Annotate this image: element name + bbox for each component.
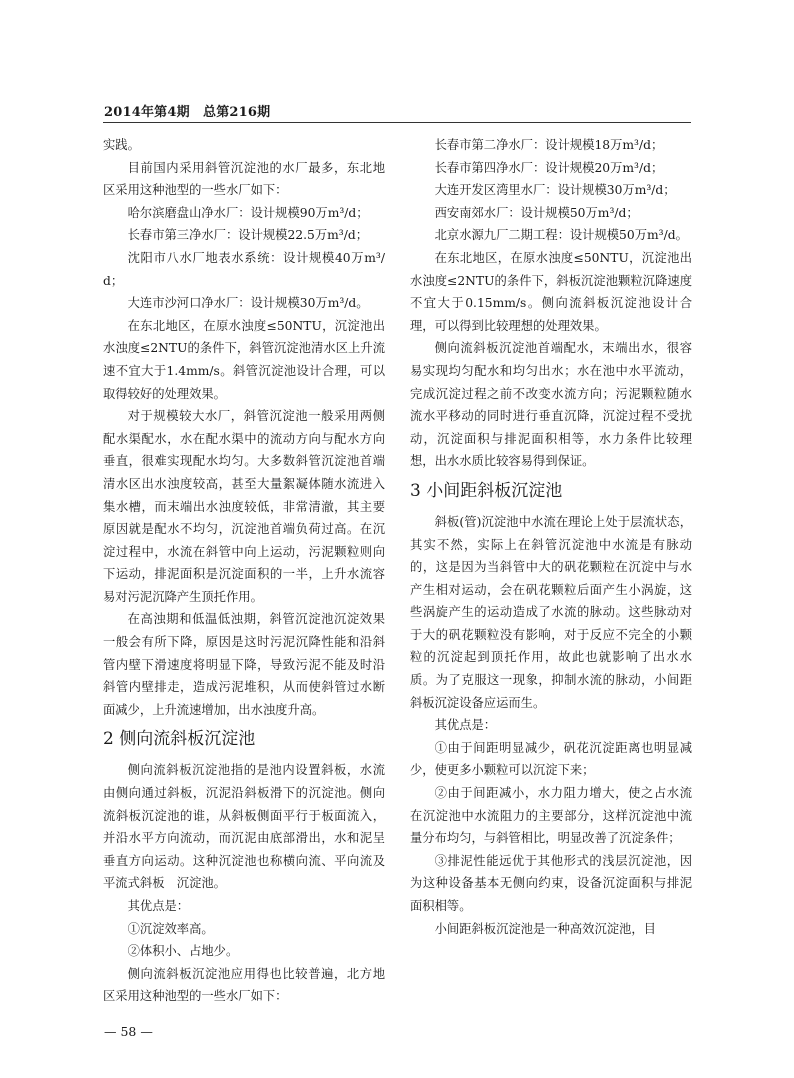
paragraph: ②体积小、占地少。 — [127, 944, 239, 959]
paragraph: 长春市第三净水厂：设计规模22.5万m³/d； — [127, 228, 369, 243]
header-rule — [103, 122, 691, 123]
paragraph: 侧向流斜板沉淀池指的是池内设置斜板，水流由侧向通过斜板，沉泥沿斜板滑下的沉淀池。侧向流斜板沉淀池的谁，从斜板侧面平行于板面流入，并沿水平方向流动，而沉泥由底部滑出，水和泥呈垂直方向运动。这种沉淀池也称横向流、平向流及平流式斜板 沉淀池。 — [103, 763, 385, 891]
paragraph: ①由于间距明显减少，矾花沉淀距离也明显减少，使更多小颗粒可以沉淀下来； — [410, 740, 692, 778]
paragraph: 斜板(管)沉淀池中水流在理论上处于层流状态，其实不然，实际上在斜管沉淀池中水流是有脉动的，这是因为当斜管中大的矾花颗粒在沉淀中与水产生相对运动，会在矾花颗粒后面产生小涡旋，这些涡旋产生的运动造成了水流的脉动。这些脉动对于大的矾花颗粒没有影响，对于反应不完全的小颗粒的沉淀起到顶托作用，故此也就影响了出水水质。为了克服这一现象，抑制水流的脉动，小间距斜板沉淀设备应运而生。 — [410, 514, 692, 710]
paragraph: 大连市沙河口净水厂：设计规模30万m³/d。 — [127, 296, 369, 311]
paragraph: 长春市第四净水厂：设计规模20万m³/d； — [434, 160, 664, 175]
paragraph: 北京水源九厂二期工程：设计规模50万m³/d。 — [434, 228, 688, 243]
paragraph: 目前国内采用斜管沉淀池的水厂最多，东北地区采用这种池型的一些水厂如下： — [103, 160, 385, 198]
paragraph: 其优点是： — [434, 718, 497, 733]
left-column — [103, 134, 385, 1008]
paragraph: 小间距斜板沉淀池是一种高效沉淀池，目 — [434, 921, 656, 936]
paragraph: 西安南郊水厂：设计规模50万m³/d； — [434, 205, 639, 220]
paragraph: ③排泥性能远优于其他形式的浅层沉淀池，因为这种设备基本无侧向约束，设备沉淀面积与排泥面积相等。 — [410, 853, 692, 913]
paragraph: 实践。 — [103, 138, 140, 152]
paragraph: 在高浊期和低温低浊期，斜管沉淀池沉淀效果一般会有所下降，原因是这时污泥沉降性能和沿斜管内壁下滑速度将明显下降，导致污泥不能及时沿斜管内壁排走，造成污泥堆积，从而使斜管过水断面减少，上升流速增加，出水浊度升高。 — [103, 612, 385, 717]
paragraph: 长春市第二净水厂：设计规模18万m³/d； — [434, 138, 664, 152]
paragraph: 其优点是： — [127, 899, 190, 913]
paragraph: 对于规模较大水厂，斜管沉淀池一般采用两侧配水渠配水，水在配水渠中的流动方向与配水方向垂直，很难实现配水均匀。大多数斜管沉淀池首端清水区出水浊度较高，甚至大量絮凝体随水流进入集水槽，而末端出水浊度较低，非常清澈，其主要原因就是配水不均匀，沉淀池首端负荷过高。在沉淀过程中，水流在斜管中向上运动，污泥颗粒则向下运动，排泥面积是沉淀面积的一半，上升水流容易对污泥沉降产生顶托作用。 — [103, 409, 385, 604]
paragraph: 在东北地区，在原水浊度≤50NTU，沉淀池出水浊度≤2NTU的条件下，斜板沉淀池颗粒沉降速度不宜大于0.15mm/s。侧向流斜板沉淀池设计合理，可以得到比较理想的处理效果。 — [410, 250, 692, 333]
paragraph: ②由于间距减小，水力阻力增大，使之占水流在沉淀池中水流阻力的主要部分，这样沉淀池中流量分布均匀，与斜管相比，明显改善了沉淀条件； — [410, 786, 692, 846]
paragraph: 哈尔滨磨盘山净水厂：设计规模90万m³/d； — [127, 205, 369, 220]
paragraph: 沈阳市八水厂地表水系统：设计规模40万m³/d； — [103, 250, 385, 288]
section-heading: 2 侧向流斜板沉淀池 — [103, 729, 256, 750]
running-header: 2014年第4期 总第216期 — [104, 105, 271, 120]
paragraph: 大连开发区湾里水厂：设计规模30万m³/d； — [434, 183, 676, 198]
paragraph: 在东北地区，在原水浊度≤50NTU，沉淀池出水浊度≤2NTU的条件下，斜管沉淀池清水区上升流速不宜大于1.4mm/s。斜管沉淀池设计合理，可以取得较好的处理效果。 — [103, 318, 385, 401]
page-number: — 58 — — [104, 1024, 153, 1039]
paragraph: 侧向流斜板沉淀池首端配水，末端出水，很容易实现均匀配水和均匀出水；水在池中水平流动，完成沉淀过程之前不改变水流方向；污泥颗粒随水流水平移动的同时进行垂直沉降，沉淀过程不受扰动，沉淀面积与排泥面积相等，水力条件比较理想，出水水质比较容易得到保证。 — [410, 341, 692, 469]
paragraph: 侧向流斜板沉淀池应用得也比较普遍，北方地区采用这种池型的一些水厂如下： — [103, 966, 385, 1004]
paragraph: ①沉淀效率高。 — [127, 921, 214, 936]
section-heading: 3 小间距斜板沉淀池 — [410, 480, 563, 501]
right-column — [410, 134, 692, 940]
